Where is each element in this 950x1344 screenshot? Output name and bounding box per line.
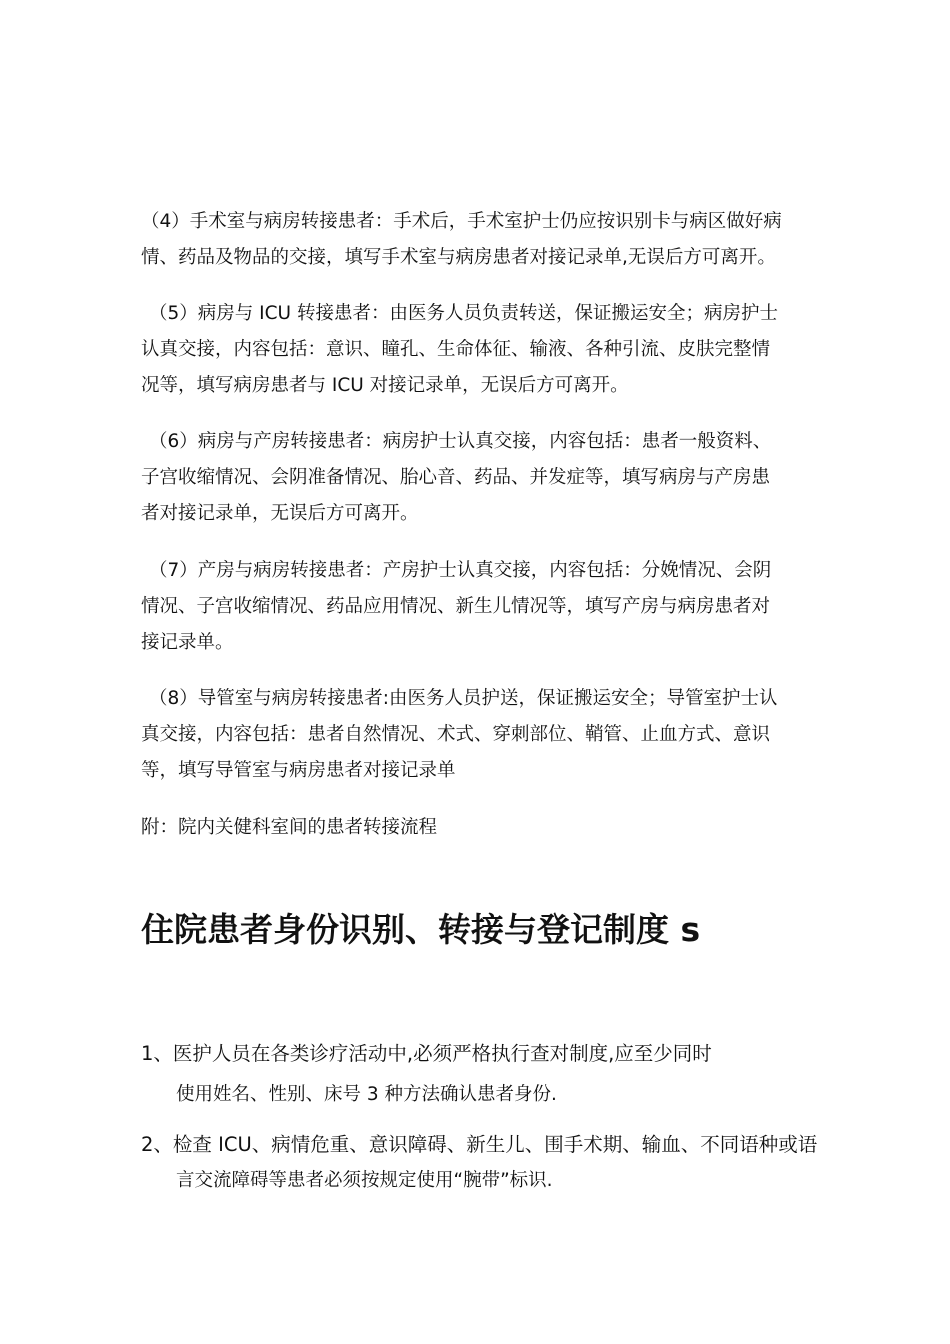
text-line: 使用姓名、性别、床号 3 种方法确认患者身份. (176, 1084, 557, 1105)
text-line: （6）病房与产房转接患者：病房护士认真交接，内容包括：患者一般资料、 (149, 431, 772, 452)
text-line: 子宫收缩情况、会阴准备情况、胎心音、药品、并发症等，填写病房与产房患 (141, 467, 771, 488)
text-line: 者对接记录单，无误后方可离开。 (141, 503, 419, 524)
paragraph-4 (141, 204, 841, 276)
paragraph-7 (141, 553, 841, 661)
section-heading: 住院患者身份识别、转接与登记制度 s (141, 910, 701, 949)
appendix-note (141, 810, 841, 846)
list-item-1 (141, 1038, 861, 1120)
paragraph-8 (141, 681, 841, 789)
text-line: 言交流障碍等患者必须按规定使用“腕带”标识. (176, 1170, 553, 1191)
text-line: （7）产房与病房转接患者：产房护士认真交接，内容包括：分娩情况、会阴 (149, 560, 772, 581)
text-line: 附：院内关健科室间的患者转接流程 (141, 817, 438, 838)
text-line: 等，填写导管室与病房患者对接记录单 (141, 760, 456, 781)
paragraph-5 (141, 296, 841, 404)
text-line: 认真交接，内容包括：意识、瞳孔、生命体征、输液、各种引流、皮肤完整情 (141, 339, 771, 360)
text-line: 况等，填写病房患者与 ICU 对接记录单，无误后方可离开。 (141, 375, 629, 396)
text-line: 2、检查 ICU、病情危重、意识障碍、新生儿、围手术期、输血、不同语种或语 (141, 1133, 818, 1156)
text-line: 情况、子宫收缩情况、药品应用情况、新生儿情况等，填写产房与病房患者对 (141, 596, 771, 617)
text-line: 情、药品及物品的交接，填写手术室与病房患者对接记录单,无误后方可离开。 (141, 247, 776, 268)
text-line: 真交接，内容包括：患者自然情况、术式、穿刺部位、鞘管、止血方式、意识 (141, 724, 771, 745)
paragraph-6 (141, 424, 841, 532)
list-item-2 (141, 1128, 861, 1200)
text-line: 1、医护人员在各类诊疗活动中,必须严格执行查对制度,应至少同时 (141, 1042, 712, 1065)
text-line: （4）手术室与病房转接患者：手术后，手术室护士仍应按识别卡与病区做好病 (141, 211, 782, 232)
text-line: 接记录单。 (141, 632, 234, 653)
text-line: （5）病房与 ICU 转接患者：由医务人员负责转送，保证搬运安全；病房护士 (149, 303, 778, 324)
text-line: （8）导管室与病房转接患者:由医务人员护送，保证搬运安全；导管室护士认 (149, 688, 778, 709)
